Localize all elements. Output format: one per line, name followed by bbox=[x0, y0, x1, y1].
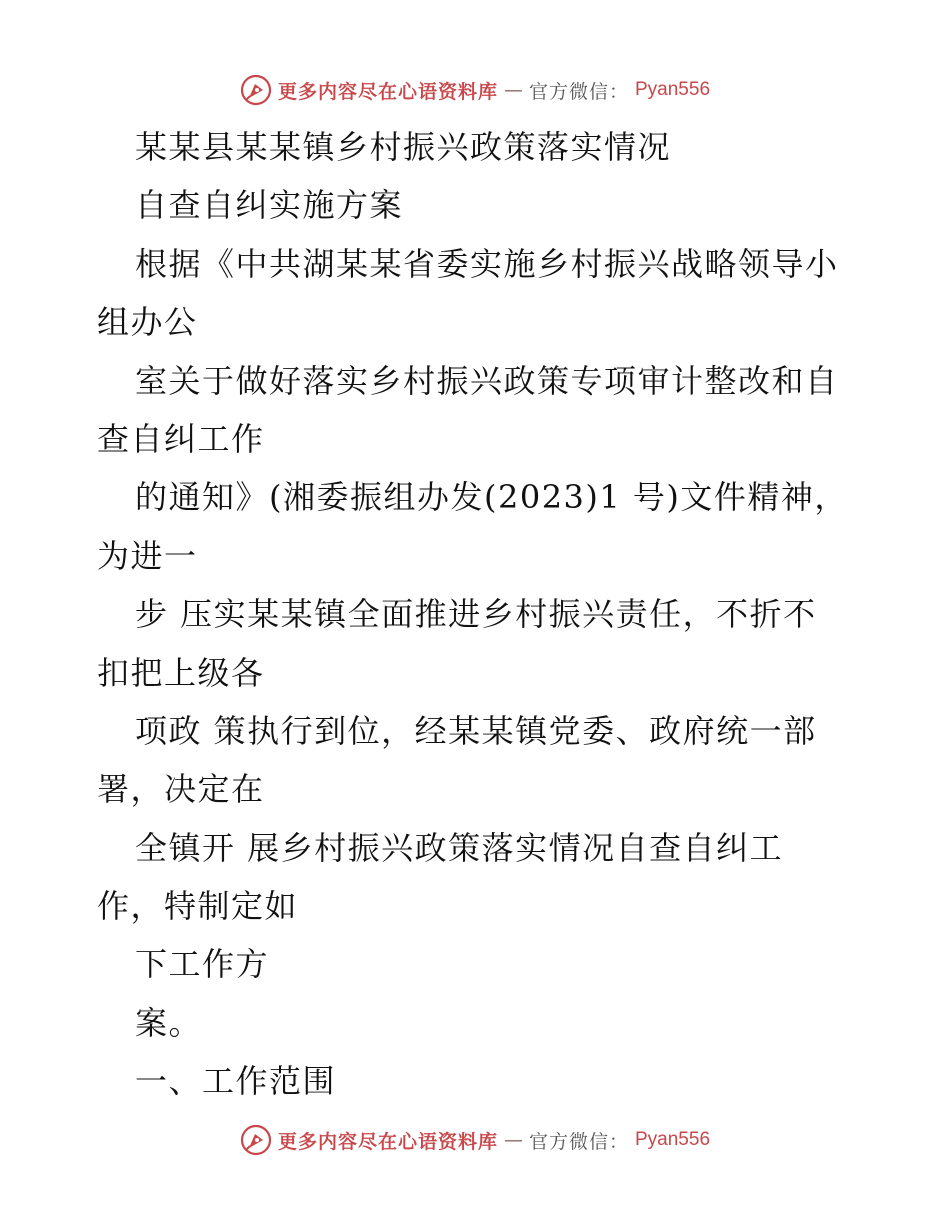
text-line: 室关于做好落实乡村振兴政策专项审计整改和自 bbox=[135, 361, 839, 400]
document-body bbox=[97, 118, 897, 1111]
text-line: 组办公 bbox=[97, 303, 198, 342]
text-line: 项政 策执行到位，经某某镇党委、政府统一部 bbox=[135, 711, 817, 750]
header-watermark bbox=[0, 70, 950, 110]
text-line: 为进一 bbox=[97, 536, 198, 575]
text-line: 自查自纠实施方案 bbox=[135, 186, 404, 225]
text-line: 案。 bbox=[135, 1003, 203, 1042]
watermark-wechat-id: Pyan556 bbox=[635, 79, 711, 100]
pen-nib-logo-icon bbox=[240, 1124, 272, 1156]
pen-nib-logo-icon bbox=[240, 74, 272, 106]
watermark-brand: 更多内容尽在心语资料库 bbox=[277, 80, 498, 103]
text-line: 的通知》(湘委振组办发(2023)1 号)文件精神， bbox=[135, 478, 848, 517]
watermark-wechat-label: 官方微信： bbox=[528, 80, 629, 103]
text-line: 一、工作范围 bbox=[135, 1062, 337, 1101]
watermark-dash: — bbox=[503, 1129, 523, 1151]
text-line: 步 压实某某镇全面推进乡村振兴责任，不折不 bbox=[135, 595, 817, 634]
text-line: 下工作方 bbox=[135, 945, 270, 984]
text-line: 某某县某某镇乡村振兴政策落实情况 bbox=[135, 128, 672, 166]
watermark-wechat-id: Pyan556 bbox=[635, 1129, 711, 1150]
text-line: 扣把上级各 bbox=[97, 653, 265, 692]
text-line: 全镇开 展乡村振兴政策落实情况自查自纠工 bbox=[135, 828, 784, 867]
text-line: 查自纠工作 bbox=[97, 419, 265, 458]
text-line: 作，特制定如 bbox=[97, 887, 299, 926]
watermark-dash: — bbox=[503, 79, 523, 101]
text-line: 署，决定在 bbox=[97, 770, 265, 809]
text-line: 根据《中共湖某某省委实施乡村振兴战略领导小 bbox=[135, 244, 839, 283]
footer-watermark bbox=[0, 1120, 950, 1160]
watermark-brand: 更多内容尽在心语资料库 bbox=[277, 1130, 498, 1153]
watermark-wechat-label: 官方微信： bbox=[528, 1130, 629, 1153]
